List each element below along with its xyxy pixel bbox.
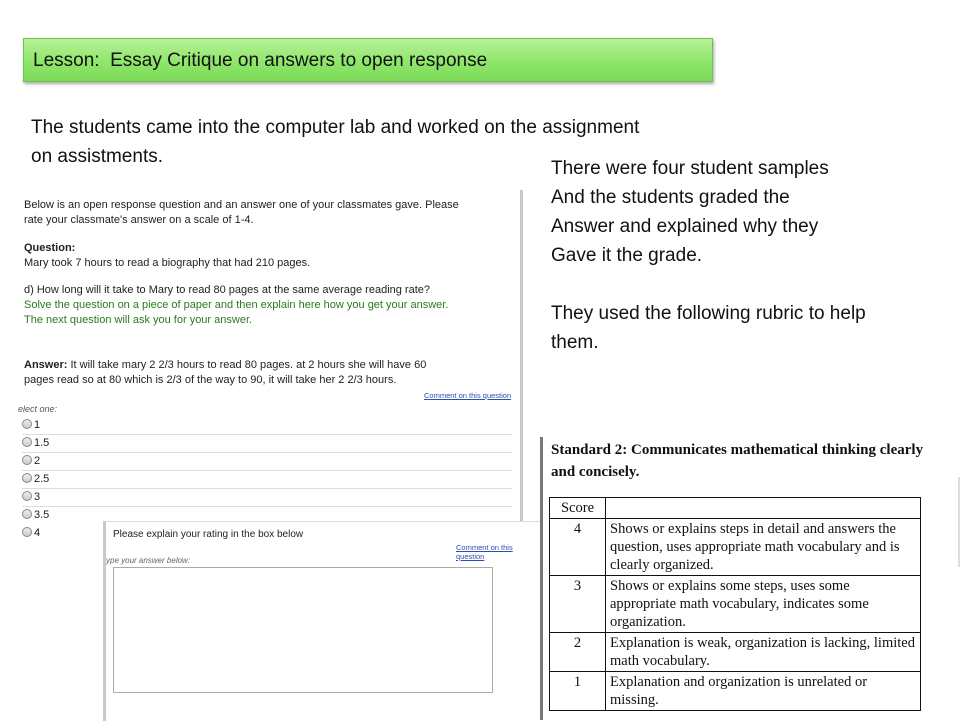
radio-button-icon[interactable] [22, 473, 32, 483]
description-cell: Shows or explains steps in detail and answers the question, uses appropriate math vocabulary and is clearly organized. [606, 519, 921, 576]
radio-button-icon[interactable] [22, 491, 32, 501]
table-row [550, 576, 921, 633]
part-d-block [24, 283, 514, 328]
intro-line-1: The students came into the computer lab and worked on the assignment [31, 117, 640, 138]
rubric-heading [551, 439, 960, 483]
answer-text-line-1: It will take mary 2 2/3 hours to read 80 pages. at 2 hours she will have 60 [67, 359, 427, 371]
rating-option-label: 3 [34, 491, 41, 503]
question-intro-line-1: Below is an open response question and an answer one of your classmates gave. Please [24, 199, 459, 211]
rating-option-label: 2.5 [34, 473, 50, 485]
comment-on-question-link[interactable]: Comment on this question [424, 391, 512, 400]
instruction-line-1: Solve the question on a piece of paper and then explain here how you get your answer. [24, 299, 449, 311]
description-cell: Explanation and organization is unrelated or missing. [606, 672, 921, 711]
rating-option-label: 4 [34, 527, 41, 539]
rating-option[interactable] [22, 489, 512, 507]
radio-button-icon[interactable] [22, 419, 32, 429]
rating-option-label: 1 [34, 419, 41, 431]
comment-on-question-link[interactable]: Comment on this question [456, 543, 513, 561]
rating-option[interactable] [22, 453, 512, 471]
table-row [550, 633, 921, 672]
radio-button-icon[interactable] [22, 455, 32, 465]
instruction-line-2: The next question will ask you for your answer. [24, 314, 253, 326]
spacer [551, 270, 951, 299]
score-cell: 4 [550, 519, 606, 576]
side-line: Gave it the grade. [551, 245, 703, 266]
table-row [550, 672, 921, 711]
side-line: them. [551, 332, 599, 353]
rubric-heading-line-1: Standard 2: Communicates mathematical thinking clearly [551, 442, 924, 458]
select-one-label: elect one: [18, 404, 58, 414]
question-label: Question: [24, 242, 76, 254]
description-cell: Shows or explains some steps, uses some appropriate math vocabulary, indicates some organization. [606, 576, 921, 633]
explanation-screenshot [103, 521, 541, 721]
part-d-text: d) How long will it take to Mary to read 80 pages at the same average reading rate? [24, 284, 431, 296]
answer-text-line-2: pages read so at 80 which is 2/3 of the way to 90, it will take her 2 2/3 hours. [24, 374, 397, 386]
rating-option-label: 1.5 [34, 437, 50, 449]
side-description [551, 154, 951, 357]
question-intro-line-2: rate your classmate's answer on a scale of 1-4. [24, 214, 254, 226]
rating-option[interactable] [22, 435, 512, 453]
score-cell: 1 [550, 672, 606, 711]
table-row [550, 519, 921, 576]
description-cell: Explanation is weak, organization is lacking, limited math vocabulary. [606, 633, 921, 672]
type-answer-label: ype your answer below: [106, 556, 191, 565]
radio-button-icon[interactable] [22, 509, 32, 519]
rubric-panel [540, 437, 960, 720]
score-header: Score [550, 498, 606, 519]
rating-option-label: 2 [34, 455, 41, 467]
rubric-heading-line-2: and concisely. [551, 464, 640, 480]
side-line: There were four student samples [551, 158, 829, 179]
rating-option[interactable] [22, 417, 512, 435]
explanation-textarea[interactable] [113, 567, 493, 693]
rubric-table [549, 497, 921, 711]
score-cell: 3 [550, 576, 606, 633]
answer-label: Answer: [24, 359, 68, 371]
rating-option-label: 3.5 [34, 509, 50, 521]
rating-option[interactable] [22, 471, 512, 489]
side-line: They used the following rubric to help [551, 303, 866, 324]
question-text: Mary took 7 hours to read a biography that had 210 pages. [24, 257, 311, 269]
side-line: Answer and explained why they [551, 216, 819, 237]
radio-button-icon[interactable] [22, 437, 32, 447]
answer-block [24, 358, 514, 388]
side-line: And the students graded the [551, 187, 790, 208]
explain-prompt: Please explain your rating in the box below [113, 529, 304, 540]
radio-button-icon[interactable] [22, 527, 32, 537]
intro-line-2: on assistments. [31, 146, 163, 167]
rubric-header-row [550, 498, 921, 519]
score-cell: 2 [550, 633, 606, 672]
question-intro [24, 198, 514, 228]
question-block [24, 241, 514, 271]
question-screenshot [18, 190, 523, 524]
lesson-title-banner: Lesson: Essay Critique on answers to open response [23, 38, 713, 82]
description-header [606, 498, 921, 519]
rating-option[interactable] [22, 525, 102, 542]
